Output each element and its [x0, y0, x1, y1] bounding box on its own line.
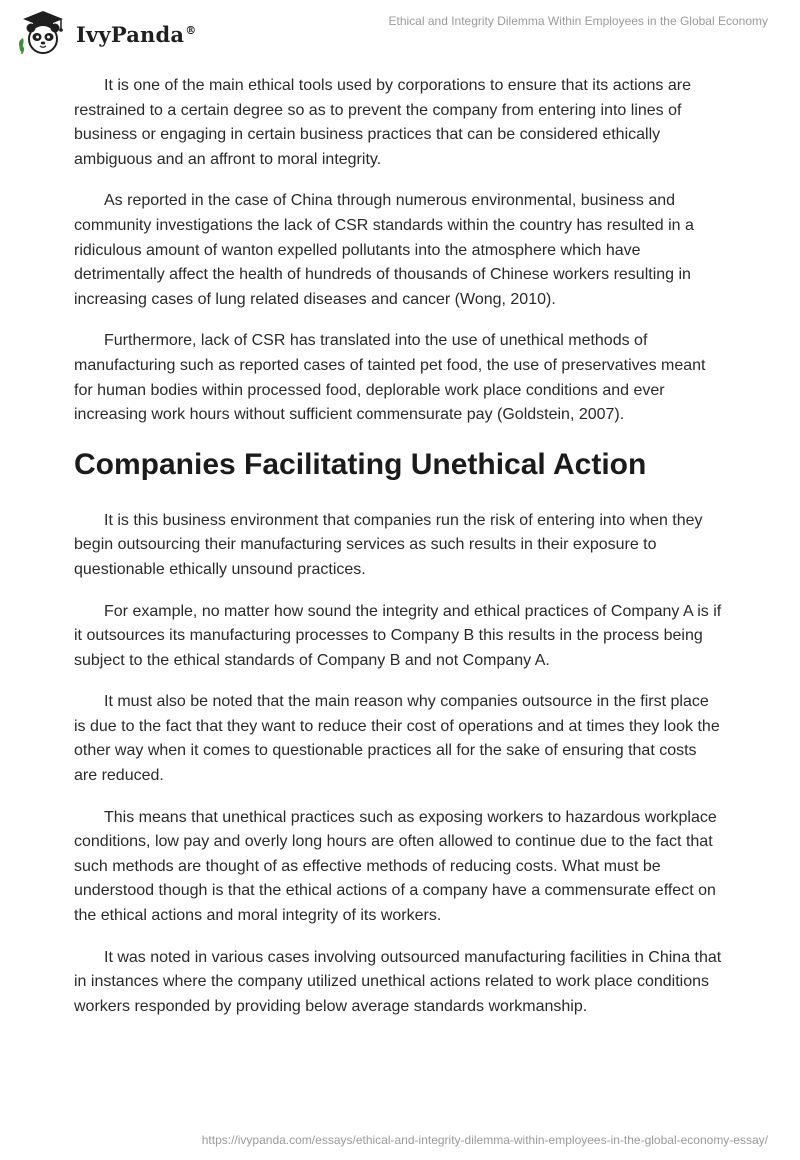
document-title: Ethical and Integrity Dilemma Within Employees in the Global Economy [388, 14, 768, 28]
paragraph: It must also be noted that the main reason why companies outsource in the first place is due to the fact that they want to reduce their cost of operations and at times they look the other way when it comes to questionable practices all for the sake of ensuring that costs are reduced. [74, 693, 720, 785]
paragraph: This means that unethical practices such as exposing workers to hazardous workplace conditions, low pay and overly long hours are often allowed to continue due to the fact that such methods are thought of as effective methods of reducing costs. What must be understood though is that the ethical actions of a company have a commensurate effect on the ethical actions and moral integrity of its workers. [74, 808, 717, 925]
panda-logo-icon [14, 8, 72, 56]
ivypanda-logo[interactable] [14, 8, 196, 56]
page-header [0, 0, 800, 60]
section-heading: Companies Facilitating Unethical Action [74, 447, 647, 481]
paragraph: It is one of the main ethical tools used by corporations to ensure that its actions are restrained to a certain degree so as to prevent the company from entering into lines of business or engaging in certain business practices that can be considered ethically ambiguous and an affront to moral integrity. [74, 77, 691, 168]
paragraph: As reported in the case of China through numerous environmental, business and community investigations the lack of CSR standards within the country has resulted in a ridiculous amount of wanton expelled pollutants into the atmosphere which have detrimentally affect the health of hundreds of thousands of Chinese workers resulting in increasing cases of lung related diseases and cancer (Wong, 2010). [74, 192, 694, 308]
paragraph: It is this business environment that companies run the risk of entering into when they begin outsourcing their manufacturing services as such results in their exposure to questionable ethically unsound practices. [74, 511, 703, 578]
paragraph: It was noted in various cases involving outsourced manufacturing facilities in China that in instances where the company utilized unethical actions related to work place conditions workers responded by providing below average standards workmanship. [74, 948, 722, 1015]
essay-content [74, 74, 722, 1036]
paragraph: For example, no matter how sound the integrity and ethical practices of Company A is if it outsources its manufacturing processes to Company B this results in the process being subject to the ethical standards of Company B and not Company A. [74, 602, 722, 669]
brand-name: IvyPanda® [76, 21, 197, 47]
source-url[interactable]: https://ivypanda.com/essays/ethical-and-integrity-dilemma-within-employees-in-the-global-economy-essay/ [201, 1133, 768, 1147]
paragraph: Furthermore, lack of CSR has translated into the use of unethical methods of manufacturing such as reported cases of tainted pet food, the use of preservatives meant for human bodies within processed food, deplorable work place conditions and ever increasing work hours without sufficient commensurate pay (Goldstein, 2007). [74, 332, 706, 424]
